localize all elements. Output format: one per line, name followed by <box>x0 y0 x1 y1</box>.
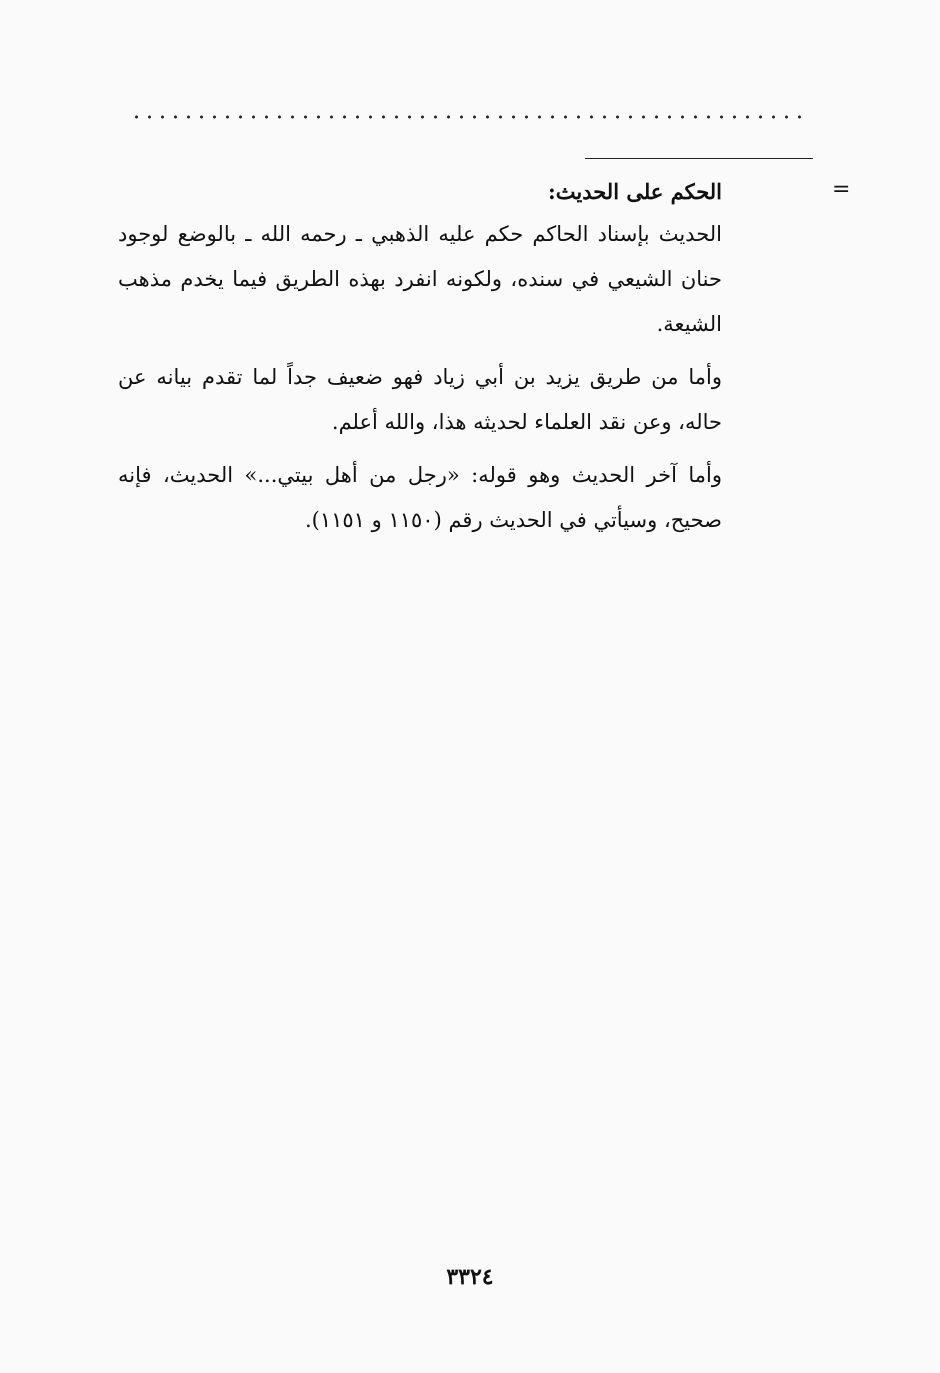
dotted-separator <box>130 112 810 122</box>
section-heading: الحكم على الحديث: <box>548 179 722 204</box>
page-number: ٣٣٢٤ <box>446 1264 494 1290</box>
paragraph-1: الحديث بإسناد الحاكم حكم عليه الذهبي ـ رحمه الله ـ بالوضع لوجود حنان الشيعي في سنده، ولكونه انفرد بهذه الطريق فيما يخدم مذهب الشيعة. <box>118 222 722 336</box>
footnote-rule <box>585 158 813 159</box>
footnote-block <box>118 172 722 551</box>
continuation-mark: = <box>832 177 851 202</box>
paragraph-3: وأما آخر الحديث وهو قوله: «رجل من أهل بيتي...» الحديث، فإنه صحيح، وسيأتي في الحديث رقم (١١٥٠ و ١١٥١). <box>118 463 722 532</box>
paragraph-2: وأما من طريق يزيد بن أبي زياد فهو ضعيف جداً لما تقدم بيانه عن حاله، وعن نقد العلماء لحديثه هذا، والله أعلم. <box>118 365 722 434</box>
